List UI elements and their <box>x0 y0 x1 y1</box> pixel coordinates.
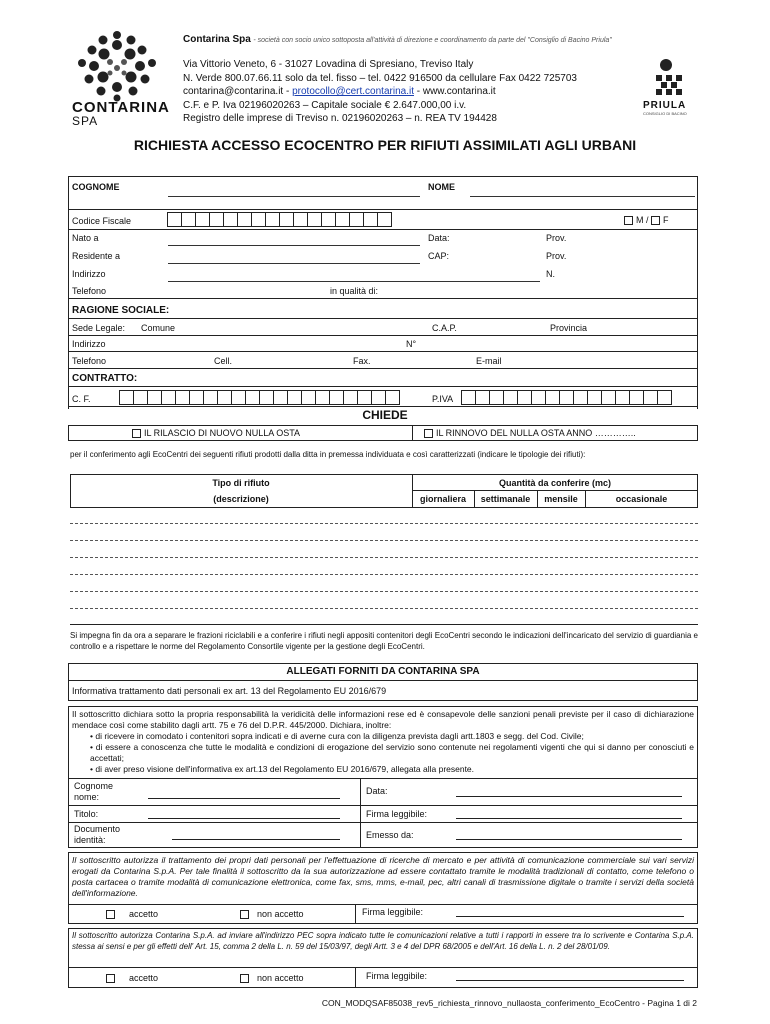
declaration-intro: Il sottoscritto dichiara sotto la propria responsabilità la veridicità delle informazioni rese ed è consapevole delle sanzioni penali previste per il caso di dichiarazione mendace così come stabilito dagli artt. 75 e 76 del D.P.R. 445/2000. Dichiara, inoltre: <box>72 709 694 730</box>
divider <box>68 778 698 779</box>
attachment-item: Informativa trattamento dati personali ex art. 13 del Regolamento EU 2016/679 <box>72 686 387 696</box>
consent2-text: Il sottoscritto autorizza Contarina S.p.A. ad inviare all'indirizzo PEC sopra indicato tutte le comunicazioni relative a tutti i rapporti in essere tra lo scrivente e Contarina S.p.A. stessa ai sensi e per gli effetti dell' Art. 15, comma 2 della L. n. 59 del 15/03/97, degli Artt. 3 e 4 del DPR 68/2005 e dell'Art. 16 della L. n. 2 del 28/01/09. <box>72 931 694 951</box>
emesso-field[interactable] <box>456 839 682 840</box>
company-website: - www.contarina.it <box>413 86 496 97</box>
col-type-sub: (descrizione) <box>213 494 269 504</box>
divider <box>68 904 698 905</box>
divider <box>68 822 698 823</box>
page-title: RICHIESTA ACCESSO ECOCENTRO PER RIFIUTI ASSIMILATI AGLI URBANI <box>133 137 637 153</box>
label-cf: C. F. <box>72 394 91 404</box>
label-fax: Fax. <box>353 356 371 366</box>
divider <box>68 229 698 230</box>
cf-grid[interactable] <box>120 390 400 405</box>
company-contacts <box>183 85 577 99</box>
label-codice-fiscale: Codice Fiscale <box>72 216 132 226</box>
label-prov-nascita: Prov. <box>546 233 567 243</box>
consent1-reject-checkbox[interactable] <box>240 910 249 919</box>
divider <box>68 406 698 407</box>
label-cap: CAP: <box>428 251 450 261</box>
label-emesso: Emesso da: <box>366 830 414 840</box>
consent2-accept-checkbox[interactable] <box>106 974 115 983</box>
divider <box>68 318 698 319</box>
label-prov-residenza: Prov. <box>546 251 567 261</box>
waste-row[interactable] <box>70 557 698 558</box>
label-data-nascita: Data: <box>428 233 450 243</box>
label-telefono-sede: Telefono <box>72 356 107 366</box>
priula-sub: CONSIGLIO DI BACINO <box>643 111 687 116</box>
declaration-bullet: • di essere a conoscenza che tutte le modalità e condizioni di erogazione del servizio sono contenute nei regolamenti vigenti che qui si danno per conosciuti e accettati; <box>90 742 694 763</box>
declaration-bullet: • di aver preso visione dell'informativa ex art.13 del Regolamento EU 2016/679, allegata alla presente. <box>90 764 475 774</box>
label-numero-sede: N° <box>406 339 417 349</box>
label-in-qualita: in qualità di: <box>330 286 379 296</box>
label-cognome-nome: Cognome nome: <box>74 781 114 802</box>
label-nome: NOME <box>428 182 455 192</box>
divider <box>68 335 698 336</box>
nome-field[interactable] <box>470 196 695 197</box>
label-nato-a: Nato a <box>72 233 99 243</box>
ragione-sociale-heading: RAGIONE SOCIALE: <box>72 305 170 316</box>
gender-f-label: F <box>663 215 669 225</box>
company-name: Contarina Spa <box>183 34 251 45</box>
label-firma-decl: Firma leggibile: <box>366 809 428 819</box>
label-sede-legale: Sede Legale: <box>72 323 126 333</box>
label-comune: Comune <box>141 323 176 333</box>
col-occasional: occasionale <box>615 494 668 504</box>
label-firma-consent1: Firma leggibile: <box>362 907 424 917</box>
label-indirizzo: Indirizzo <box>72 269 106 279</box>
chiede-heading: CHIEDE <box>362 408 408 422</box>
company-tax: C.F. e P. Iva 02196020263 – Capitale sociale € 2.647.000,00 i.v. <box>183 99 467 111</box>
pec-link[interactable]: protocollo@cert.contarina.it <box>292 86 414 97</box>
col-monthly: mensile <box>544 494 578 504</box>
firma-consent2-field[interactable] <box>456 980 684 981</box>
form-frame <box>68 176 698 409</box>
waste-row[interactable] <box>70 540 698 541</box>
page-footer: CON_MODQSAF85038_rev5_richiesta_rinnovo_nullaosta_conferimento_EcoCentro - Pagina 1 di 2 <box>321 998 697 1008</box>
priula-wordmark: PRIULA <box>643 100 687 111</box>
cognome-field[interactable] <box>168 196 420 197</box>
data-decl-field[interactable] <box>456 796 682 797</box>
col-type: Tipo di rifiuto <box>212 478 270 488</box>
residente-field[interactable] <box>168 263 420 264</box>
label-indirizzo-sede: Indirizzo <box>72 339 106 349</box>
company-registry: Registro delle imprese di Treviso n. 02196020263 – n. REA TV 194428 <box>183 113 497 124</box>
divider <box>68 298 698 299</box>
nato-a-field[interactable] <box>168 245 420 246</box>
label-piva: P.IVA <box>432 394 454 404</box>
gender-f-checkbox[interactable] <box>651 216 660 225</box>
divider <box>412 490 698 491</box>
option-new-checkbox[interactable] <box>132 429 141 438</box>
piva-grid[interactable] <box>462 390 672 405</box>
consent2-reject-checkbox[interactable] <box>240 974 249 983</box>
divider <box>68 351 698 352</box>
gender-select <box>624 215 669 225</box>
waste-row[interactable] <box>70 608 698 609</box>
company-line <box>183 34 612 45</box>
label-cap-sede: C.A.P. <box>432 323 457 333</box>
gender-m-checkbox[interactable] <box>624 216 633 225</box>
contarina-logo <box>72 30 162 102</box>
divider <box>355 967 356 988</box>
gender-m-label: M <box>636 215 644 225</box>
chiede-intro: per il conferimento agli EcoCentri dei seguenti rifiuti prodotti dalla ditta in premessa individuata e così caratterizzati (indicare le tipologie dei rifiuti): <box>70 450 586 459</box>
logo-wordmark: CONTARINA <box>72 99 170 116</box>
divider <box>68 680 698 681</box>
firma-decl-field[interactable] <box>456 818 682 819</box>
company-phone: N. Verde 800.07.66.11 solo da tel. fisso – tel. 0422 916500 da cellulare Fax 0422 725703 <box>183 72 577 84</box>
priula-logo <box>652 58 688 98</box>
consent1-accept-checkbox[interactable] <box>106 910 115 919</box>
commitment-text: Si impegna fin da ora a separare le frazioni riciclabili e a conferire i rifiuti negli appositi contenitori degli EcoCentri secondo le indicazioni dell'incaricato del servizio di guardiania e controllo e a rispettare le norme del Regolamento Consortile vigente per la gestione degli EcoCentri. <box>70 631 698 651</box>
col-daily: giornaliera <box>419 494 466 504</box>
divider <box>412 425 413 441</box>
divider <box>70 624 698 625</box>
label-email: E-mail <box>476 356 502 366</box>
gender-sep: / <box>646 215 649 225</box>
declaration-bullet: • di ricevere in comodato i contenitori sopra indicati e di averne cura con la diligenza prevista dagli artt.1803 e segg. del Cod. Civile; <box>90 731 584 741</box>
label-residente: Residente a <box>72 251 121 261</box>
label-cell: Cell. <box>214 356 233 366</box>
label-numero: N. <box>546 269 555 279</box>
divider <box>68 386 698 387</box>
option-new-label: IL RILASCIO DI NUOVO NULLA OSTA <box>144 428 301 438</box>
col-quantity: Quantità da conferire (mc) <box>498 478 612 488</box>
col-weekly: settimanale <box>480 494 531 504</box>
label-telefono: Telefono <box>72 286 107 296</box>
divider <box>68 967 698 968</box>
divider <box>68 209 698 210</box>
indirizzo-field[interactable] <box>168 281 540 282</box>
divider <box>68 805 698 806</box>
label-documento: Documento identità: <box>74 824 121 845</box>
label-firma-consent2: Firma leggibile: <box>366 971 428 981</box>
company-note: - società con socio unico sottoposta all'attività di direzione e coordinamento da parte del "Consiglio di Bacino Priula" <box>253 37 612 44</box>
company-email: contarina@contarina.it - <box>183 86 293 97</box>
contratto-heading: CONTRATTO: <box>72 373 138 384</box>
label-titolo: Titolo: <box>74 809 99 819</box>
logo-wordmark-sub: SPA <box>72 114 99 128</box>
option-renew-label: IL RINNOVO DEL NULLA OSTA ANNO ………….. <box>436 428 636 438</box>
divider <box>360 778 361 848</box>
option-renew-checkbox[interactable] <box>424 429 433 438</box>
documento-field[interactable] <box>172 839 340 840</box>
cognome-nome-field[interactable] <box>148 798 340 799</box>
company-address: Via Vittorio Veneto, 6 - 31027 Lovadina di Spresiano, Treviso Italy <box>183 59 474 70</box>
option-new <box>132 428 300 438</box>
attachments-heading: ALLEGATI FORNITI DA CONTARINA SPA <box>286 666 480 677</box>
consent1-text: Il sottoscritto autorizza il trattamento dei propri dati personali per l'effettuazione di ricerche di mercato e per attività di comunicazione commerciale sui vari servizi erogati da Contarina S.p.A. Per tale finalità il sottoscritto da la sua autorizzazione ad essere contattato tramite le modalità tradizionali di contatto, come telefono o posta cartacea o tramite modalità di comunicazione elettronica, come fax, sms, mms, e-mail, pec, altri canali di trasmissione digitale o tramite i servizi della società dell'informazione. <box>72 855 694 898</box>
firma-consent1-field[interactable] <box>456 916 684 917</box>
company-details <box>183 58 577 126</box>
divider <box>355 904 356 924</box>
option-renew <box>424 428 636 438</box>
divider <box>68 368 698 369</box>
consent2-accept: accetto <box>106 973 158 983</box>
consent1-accept: accetto <box>106 909 158 919</box>
label-cognome: COGNOME <box>72 182 120 192</box>
consent1-reject: non accetto <box>240 909 304 919</box>
waste-row[interactable] <box>70 574 698 575</box>
waste-row[interactable] <box>70 591 698 592</box>
waste-row[interactable] <box>70 523 698 524</box>
label-provincia: Provincia <box>550 323 588 333</box>
label-data-decl: Data: <box>366 786 388 796</box>
consent2-reject: non accetto <box>240 973 304 983</box>
codice-fiscale-grid[interactable] <box>168 212 392 227</box>
titolo-field[interactable] <box>148 818 340 819</box>
